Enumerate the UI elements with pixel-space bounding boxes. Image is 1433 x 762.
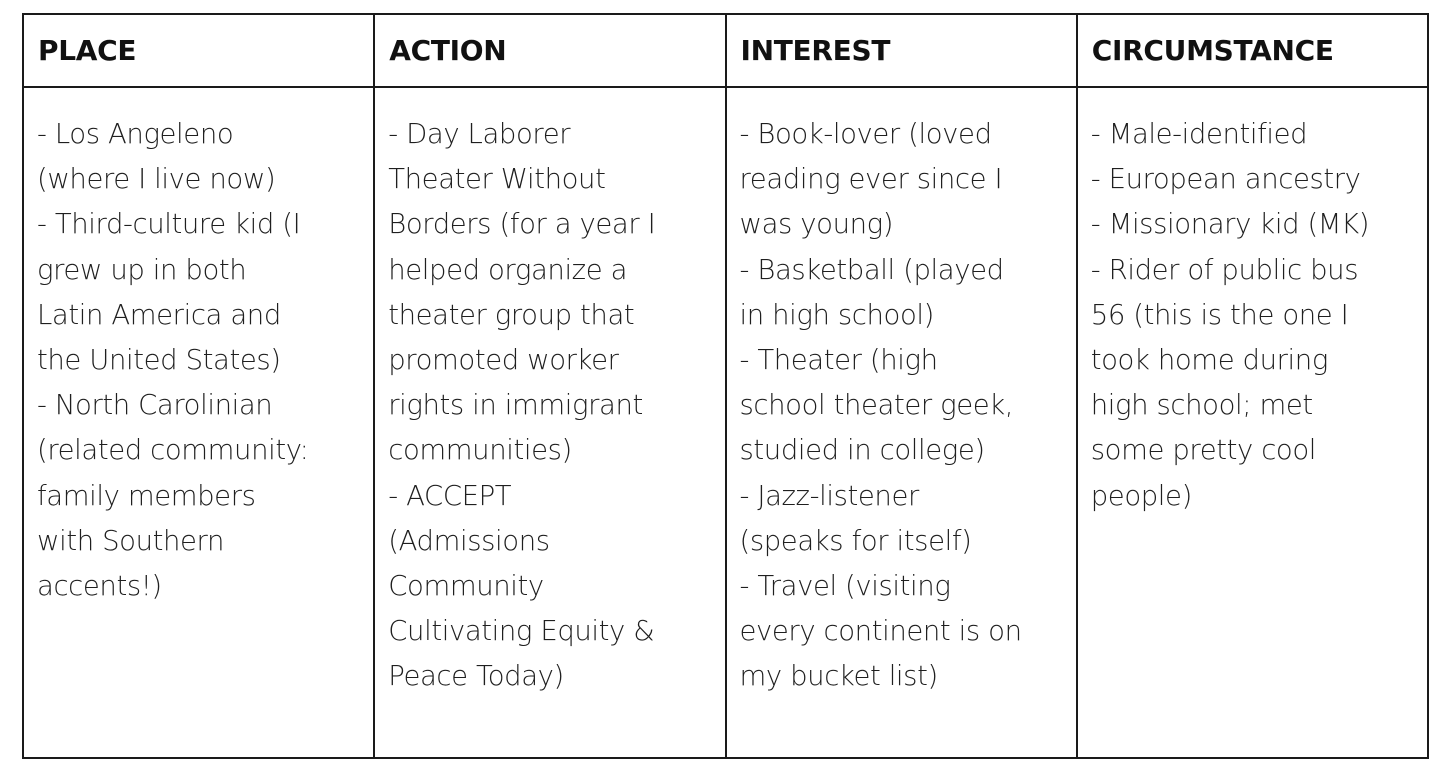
cell-line: - Theater (high	[739, 344, 938, 377]
cell-line: - Male-identified	[1090, 118, 1308, 150]
cell-line: Community	[388, 570, 544, 603]
cell-line: (where I live now)	[37, 163, 276, 196]
cell-line: every continent is on	[739, 615, 1022, 648]
cell-line: helped organize a	[388, 253, 628, 286]
cell-line: - Rider of public bus	[1090, 253, 1359, 286]
cell-line: Cultivating Equity &	[388, 615, 655, 648]
cell-line: was young)	[739, 208, 894, 241]
place-cell	[23, 87, 374, 758]
cell-line: - Los Angeleno	[37, 118, 234, 150]
cell-line: with Southern	[37, 524, 224, 557]
cell-line: - ACCEPT	[388, 479, 512, 512]
circumstance-cell	[1077, 87, 1428, 758]
cell-line: took home during	[1090, 344, 1328, 377]
cell-line: - Jazz-listener	[739, 479, 919, 512]
header-place: PLACE	[23, 14, 374, 87]
cell-line: in high school)	[739, 298, 934, 331]
interest-cell	[726, 87, 1077, 758]
header-action: ACTION	[374, 14, 725, 87]
cell-line: the United States)	[37, 344, 281, 377]
cell-line: - Basketball (played	[739, 253, 1004, 286]
cell-line: promoted worker	[388, 344, 619, 377]
cell-line: reading ever since I	[739, 163, 1003, 196]
cell-line: - North Carolinian	[37, 389, 273, 422]
cell-line: - European ancestry	[1090, 163, 1361, 196]
cell-line: accents!)	[37, 570, 162, 603]
cell-line: - Third-culture kid (I	[37, 208, 301, 241]
content-row	[23, 87, 1428, 758]
cell-line: grew up in both	[37, 253, 247, 286]
cell-line: communities)	[388, 434, 572, 467]
header-interest: INTEREST	[726, 14, 1077, 87]
header-circumstance: CIRCUMSTANCE	[1077, 14, 1428, 87]
cell-line: 56 (this is the one I	[1090, 298, 1349, 331]
cell-line: my bucket list)	[739, 660, 938, 693]
cell-line: high school; met	[1090, 389, 1313, 422]
cell-line: Theater Without	[388, 163, 606, 196]
cell-line: - Day Laborer	[388, 118, 571, 150]
cell-line: - Missionary kid (MK)	[1090, 208, 1370, 241]
cell-line: people)	[1090, 479, 1192, 512]
cell-line: (related community:	[37, 434, 309, 467]
header-row	[23, 14, 1428, 87]
cell-line: Borders (for a year I	[388, 208, 656, 241]
cell-line: family members	[37, 479, 256, 512]
cell-line: theater group that	[388, 298, 635, 331]
action-cell	[374, 87, 725, 758]
cell-line: - Travel (visiting	[739, 570, 951, 603]
cell-line: - Book-lover (loved	[739, 118, 992, 150]
identity-table	[22, 13, 1429, 759]
cell-line: school theater geek,	[739, 389, 1014, 422]
cell-line: (speaks for itself)	[739, 524, 972, 557]
cell-line: rights in immigrant	[388, 389, 643, 422]
cell-line: (Admissions	[388, 524, 550, 557]
cell-line: some pretty cool	[1090, 434, 1317, 467]
cell-line: Latin America and	[37, 298, 281, 331]
cell-line: Peace Today)	[388, 660, 564, 693]
cell-line: studied in college)	[739, 434, 985, 467]
